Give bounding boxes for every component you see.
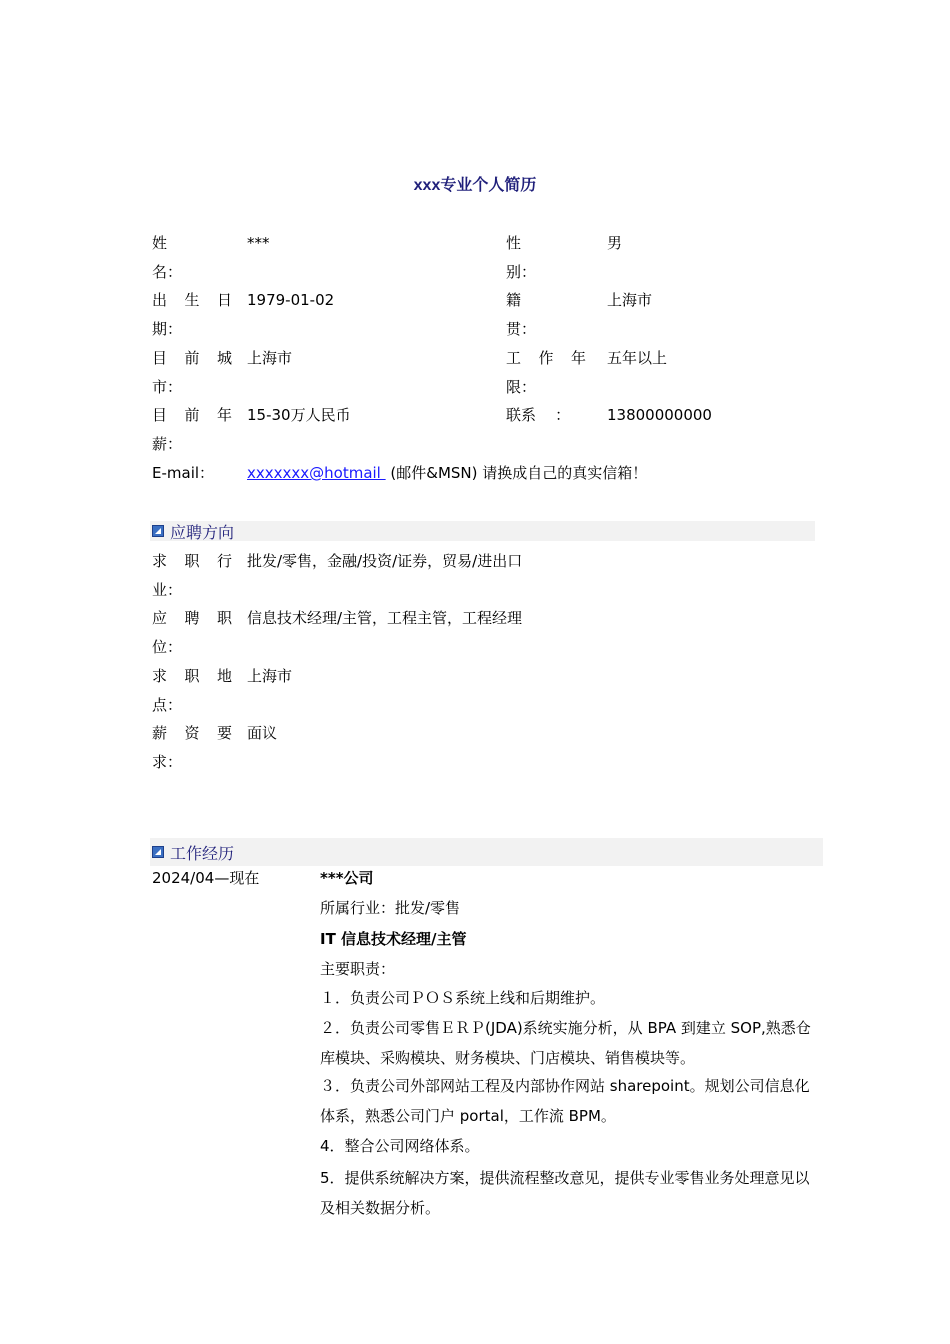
contact-label: 联系 ： [506, 406, 571, 424]
city-label-line2: 市： [152, 378, 183, 396]
pay-label-line2: 求： [152, 753, 183, 771]
pay-label-line1: 薪 资 要 [152, 724, 232, 742]
birth-label-line1: 出 生 日 [152, 291, 232, 309]
industry-label-line2: 业： [152, 581, 183, 599]
section-arrow-icon [152, 846, 164, 858]
years-label [506, 344, 586, 402]
pay-value: 面议 [247, 724, 278, 742]
duties-heading: 主要职责： [320, 960, 396, 978]
name-value: *** [247, 234, 270, 252]
email-link[interactable]: xxxxxxx@hotmail [247, 464, 386, 482]
objective-heading: 应聘方向 [170, 522, 235, 542]
location-label [152, 662, 232, 720]
experience-company: ***公司 [320, 869, 374, 887]
industry-value: 批发/零售，金融/投资/证券，贸易/进出口 [247, 552, 523, 570]
salary-value: 15-30万人民币 [247, 406, 351, 424]
experience-industry: 所属行业：批发/零售 [320, 899, 461, 917]
gender-label-line2: 别： [506, 263, 537, 281]
birth-label [152, 286, 232, 344]
name-label-line2: 名： [152, 263, 183, 281]
experience-section-header [150, 838, 823, 866]
name-label-line1: 姓 [152, 234, 168, 252]
gender-label-line1: 性 [506, 234, 522, 252]
years-value: 五年以上 [607, 349, 668, 367]
experience-role: IT 信息技术经理/主管 [320, 930, 467, 948]
position-label [152, 604, 232, 662]
city-label [152, 344, 232, 402]
native-label-line1: 籍 [506, 291, 522, 309]
salary-label-line2: 薪： [152, 435, 183, 453]
industry-label-line1: 求 职 行 [152, 552, 232, 570]
contact-value: 13800000000 [607, 406, 712, 424]
location-label-line2: 点： [152, 696, 183, 714]
birth-value: 1979-01-02 [247, 291, 335, 309]
salary-label-line1: 目 前 年 [152, 406, 232, 424]
pay-label [152, 719, 232, 777]
position-label-line1: 应 聘 职 [152, 609, 232, 627]
duty-item: 5．提供系统解决方案，提供流程整改意见，提供专业零售业务处理意见以及相关数据分析。 [320, 1169, 810, 1217]
location-label-line1: 求 职 地 [152, 667, 232, 685]
years-label-line1: 工 作 年 [506, 349, 586, 367]
industry-label [152, 547, 232, 605]
objective-section-header [150, 521, 815, 541]
duty-item: ３．负责公司外部网站工程及内部协作网站 sharepoint。规划公司信息化体系，熟悉公司门户 portal，工作流 BPM。 [320, 1077, 810, 1125]
name-label [152, 229, 232, 287]
position-value: 信息技术经理/主管，工程主管，工程经理 [247, 609, 523, 627]
page-title: xxx专业个人简历 [413, 177, 537, 194]
years-label-line2: 限： [506, 378, 537, 396]
city-value: 上海市 [247, 349, 293, 367]
location-value: 上海市 [247, 667, 293, 685]
duty-item: 4．整合公司网络体系。 [320, 1137, 480, 1155]
position-label-line2: 位： [152, 638, 183, 656]
native-value: 上海市 [607, 291, 653, 309]
gender-label [506, 229, 586, 287]
email-note: (邮件&MSN) 请换成自己的真实信箱！ [385, 464, 648, 482]
experience-period: 2024/04—现在 [152, 869, 260, 887]
birth-label-line2: 期： [152, 320, 183, 338]
gender-value: 男 [607, 234, 623, 252]
city-label-line1: 目 前 城 [152, 349, 232, 367]
section-arrow-icon [152, 525, 164, 537]
email-line [247, 459, 647, 488]
native-label [506, 286, 586, 344]
duty-item: １．负责公司ＰＯＳ系统上线和后期维护。 [320, 989, 606, 1007]
salary-label [152, 401, 232, 459]
duty-item: ２．负责公司零售ＥＲＰ(JDA)系统实施分析，从 BPA 到建立 SOP,熟悉仓库模块、采购模块、财务模块、门店模块、销售模块等。 [320, 1019, 811, 1067]
experience-heading: 工作经历 [170, 843, 235, 863]
native-label-line2: 贯： [506, 320, 537, 338]
email-label: E-mail： [152, 464, 215, 482]
